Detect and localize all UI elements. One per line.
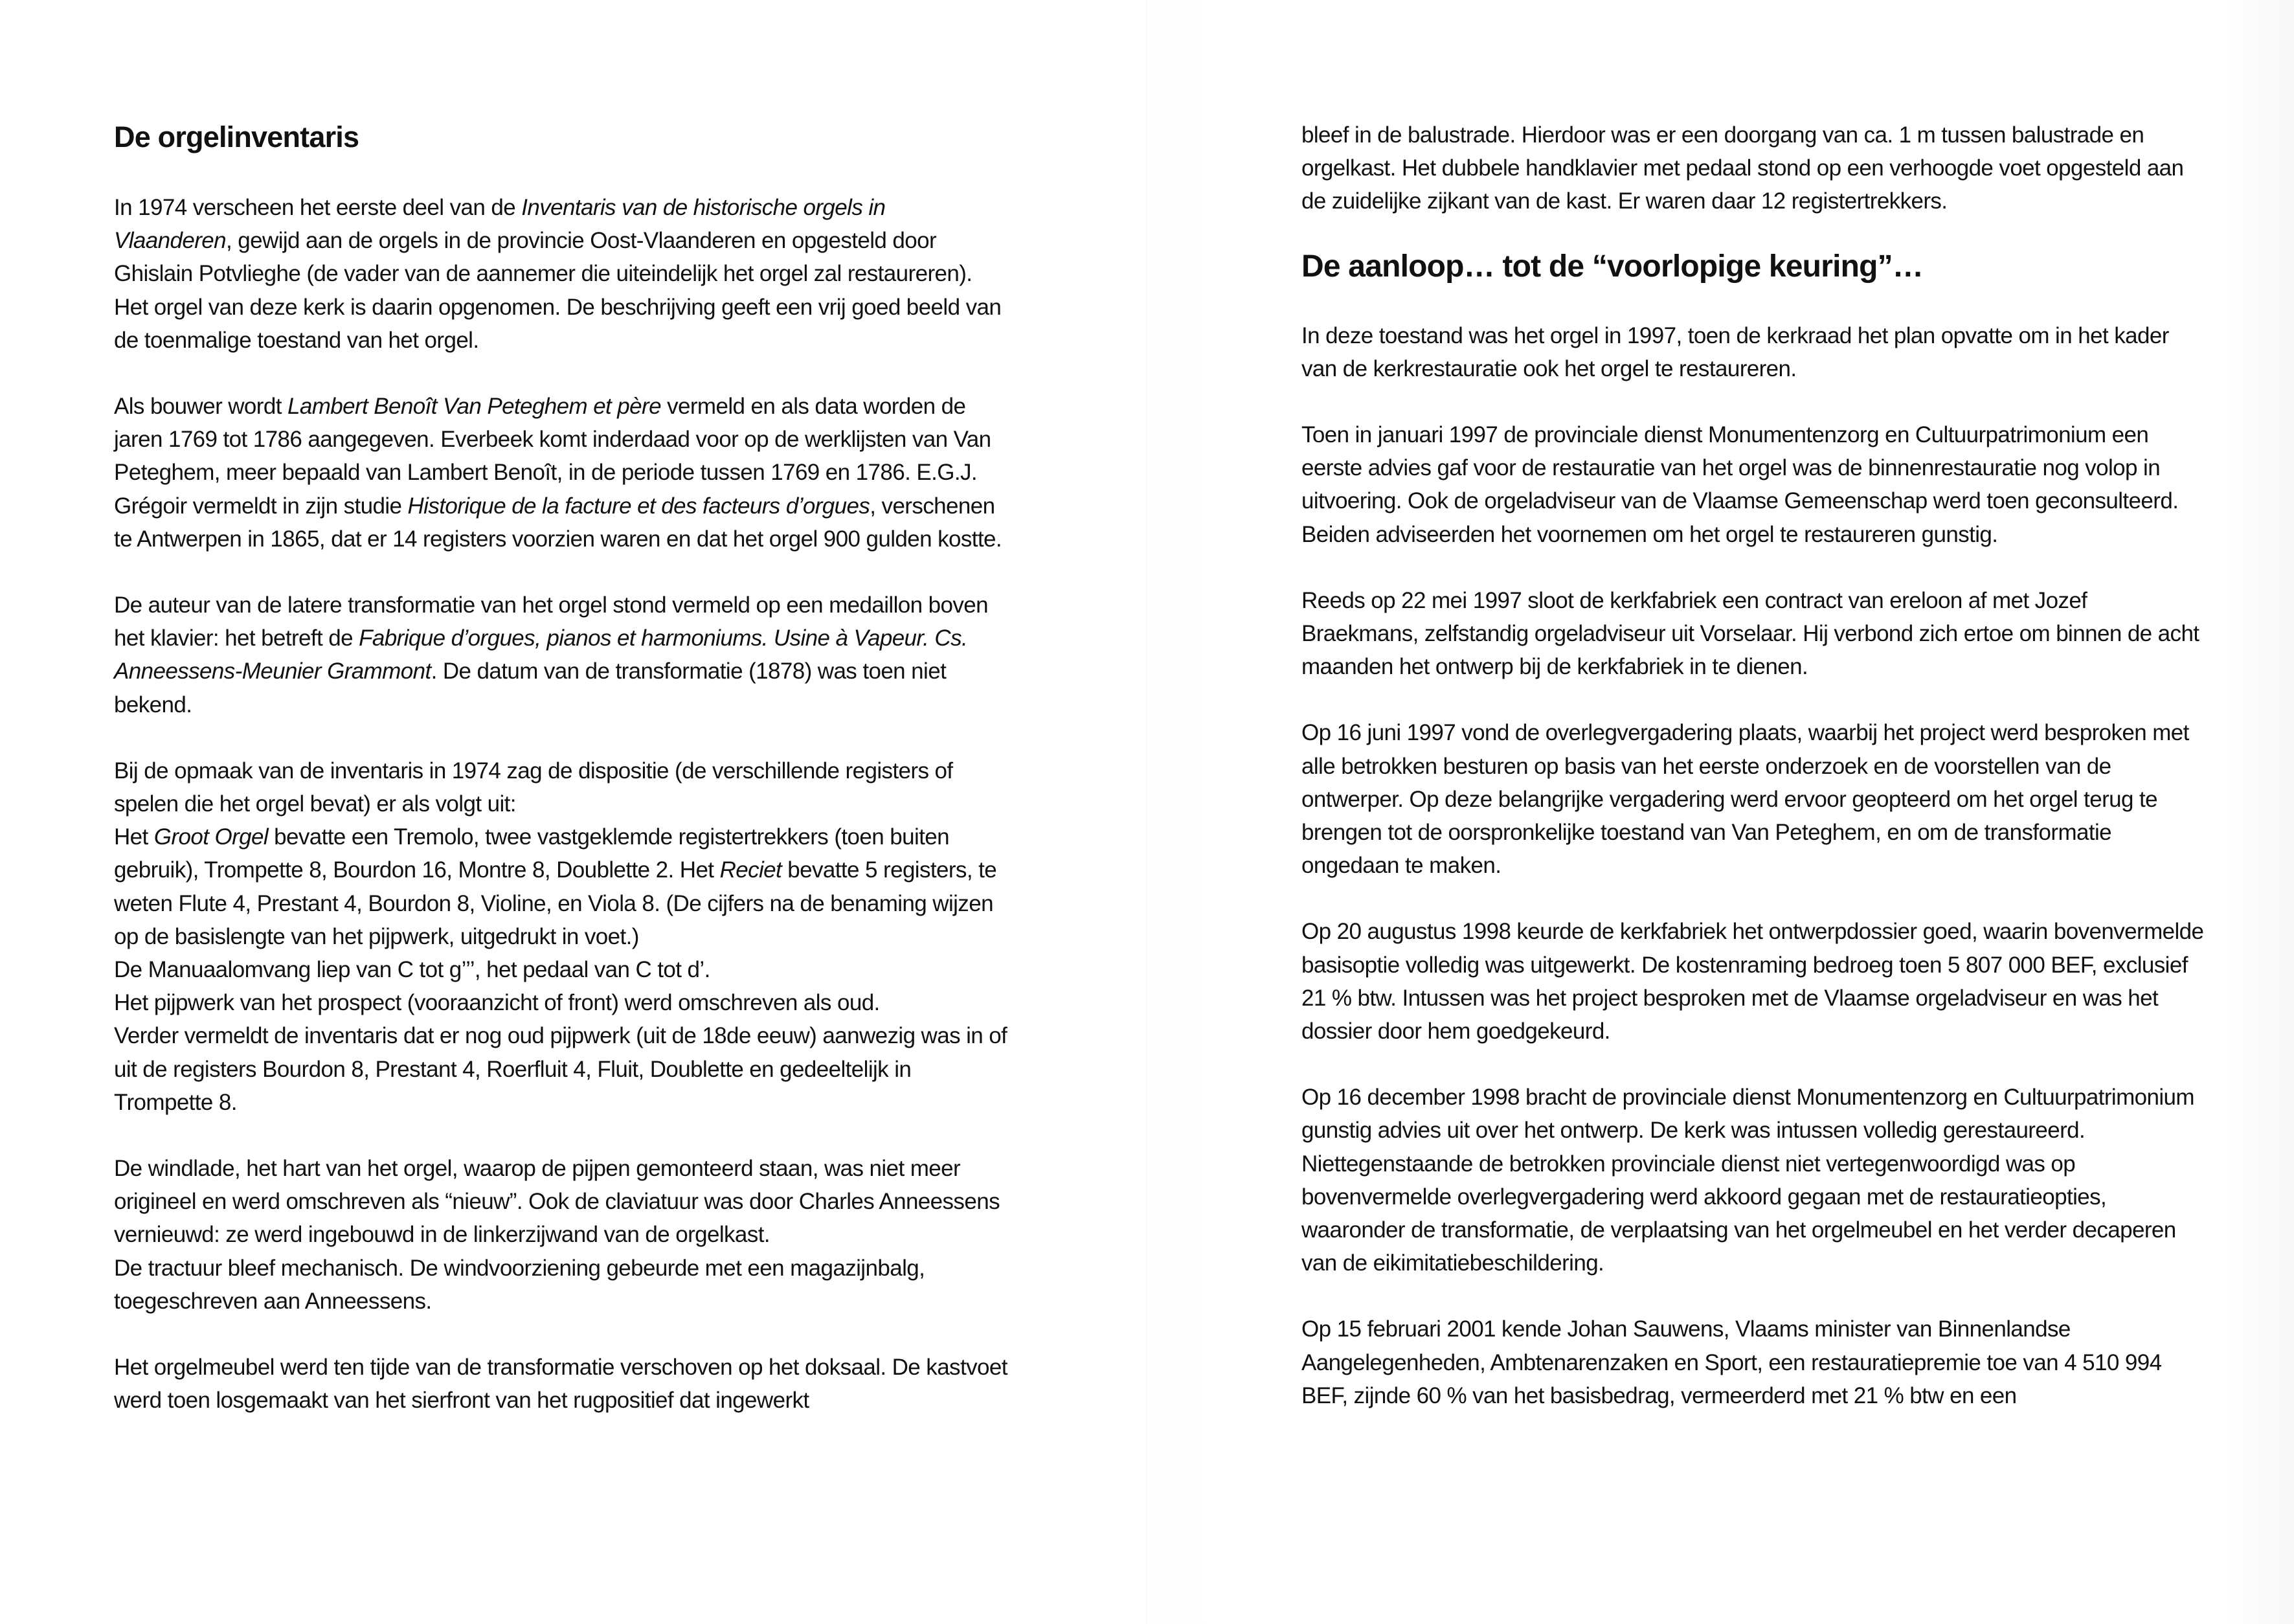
paragraph-bouwer	[114, 390, 1007, 556]
text-run: Het pijpwerk van het prospect (vooraanzicht of front) werd omschreven als oud.	[114, 990, 880, 1016]
text-run: bevatte een Tremolo, twee vastgeklemde registertrekkers (toen buiten gebruik), Trompette 8, Bourdon 16, Montre 8, Doublette 2. Het	[114, 824, 949, 883]
paragraph-inventaris-1974	[114, 191, 1007, 357]
right-text-column	[1301, 118, 2208, 1412]
paragraph-22-mei-1997: Reeds op 22 mei 1997 sloot de kerkfabriek een contract van ereloon af met Jozef Braekmans, zelfstandig orgeladviseur uit Vorselaar. Hij verbond zich ertoe om binnen de acht maanden het ontwerp bij de kerkfabriek in te dienen.	[1301, 587, 2199, 680]
paragraph-20-augustus-1998: Op 20 augustus 1998 keurde de kerkfabriek het ontwerpdossier goed, waarin bovenvermelde basisoptie volledig was uitgewerkt. De kostenraming bedroeg toen 5 807 000 BEF, exclusief 21 % btw. Intussen was het project besproken met de Vlaamse orgeladviseur en was het dossier door hem goedgekeurd.	[1301, 919, 2204, 1044]
text-run: De tractuur bleef mechanisch. De windvoorziening gebeurde met een magazijnbalg, toegeschreven aan Anneessens.	[114, 1255, 925, 1314]
italic-groot-orgel: Groot Orgel	[153, 824, 269, 850]
text-run: Bij de opmaak van de inventaris in 1974 zag de dispositie (de verschillende registers of spelen die het orgel bevat) er als volgt uit:	[114, 758, 953, 817]
text-run: De Manuaalomvang liep van C tot g’’’, het pedaal van C tot d’.	[114, 957, 710, 983]
text-run: Verder vermeldt de inventaris dat er nog oud pijpwerk (uit de 18de eeuw) aanwezig was in of uit de registers Bourdon 8, Prestant 4, Roerfluit 4, Fluit, Doublette en gedeeltelijk in Trompette 8.	[114, 1023, 1007, 1115]
paragraph-transformatie-auteur	[114, 589, 1007, 721]
paragraph-balustrade-continuation: bleef in de balustrade. Hierdoor was er een doorgang van ca. 1 m tussen balustrade en orgelkast. Het dubbele handklavier met pedaal stond op een verhoogde voet opgesteld aan de zuidelijke zijkant van de kast. Er waren daar 12 registertrekkers.	[1301, 122, 2184, 214]
italic-medaillon-text: Fabrique d’orgues, pianos et harmoniums. Usine à Vapeur. Cs. Anneessens-Meunier Grammont	[114, 626, 968, 684]
paragraph-15-februari-2001: Op 15 februari 2001 kende Johan Sauwens, Vlaams minister van Binnenlandse Aangelegenheden, Ambtenarenzaken en Sport, een restauratiepremie toe van 4 510 994 BEF, zijnde 60 % van het basisbedrag, vermeerderd met 21 % btw en een	[1301, 1316, 2162, 1408]
text-run: De auteur van de latere transformatie van het orgel stond vermeld op een medaillon boven het klavier: het betreft de	[114, 592, 988, 651]
italic-reciet: Reciet	[719, 857, 782, 883]
right-page	[1147, 0, 2294, 1624]
text-run: vermeld en als data worden de jaren 1769 tot 1786 aangegeven. Everbeek komt inderdaad voor op de werklijsten van Van Peteghem, meer bepaald van Lambert Benoît, in de periode tussen 1769 en 1786. E.G.J. Grégoir vermeldt in zijn studie	[114, 394, 991, 519]
paragraph-orgelmeubel	[114, 1351, 1007, 1417]
paragraph-dispositie	[114, 754, 1007, 1119]
paragraph-januari-1997: Toen in januari 1997 de provinciale dienst Monumentenzorg en Cultuurpatrimonium een eerste advies gaf voor de restauratie van het orgel was de binnenrestauratie nog volop in uitvoering. Ook de orgeladviseur van de Vlaamse Gemeenschap werd toen geconsulteerd. Beiden adviseerden het voornemen om het orgel te restaureren gunstig.	[1301, 422, 2179, 547]
text-run: , gewijd aan de orgels in de provincie Oost-Vlaanderen en opgesteld door Ghislain Potvlieghe (de vader van de aannemer die uiteindelijk het orgel zal restaureren). Het orgel van deze kerk is daarin opgenomen. De beschrijving geeft een vrij goed beeld van de toenmalige toestand van het orgel.	[114, 228, 1002, 353]
text-run: Het	[114, 824, 154, 850]
paragraph-16-juni-1997: Op 16 juni 1997 vond de overlegvergadering plaats, waarbij het project werd besproken met alle betrokken besturen op basis van het eerste onderzoek en de voorstellen van de ontwerper. Op deze belangrijke vergadering werd ervoor geopteerd om het orgel terug te brengen tot de oorspronkelijke toestand van Van Peteghem, en om de transformatie ongedaan te maken.	[1301, 720, 2189, 879]
text-run: Als bouwer wordt	[114, 394, 287, 420]
text-run: , verschenen te Antwerpen in 1865, dat er 14 registers voorzien waren en dat het orgel 900 gulden kostte.	[114, 493, 1002, 552]
italic-title-historique: Historique de la facture et des facteurs d’orgues	[407, 493, 870, 519]
paragraph-windlade	[114, 1152, 1007, 1318]
text-run: In 1974 verscheen het eerste deel van de	[114, 195, 522, 220]
section-heading-aanloop: De aanloop… tot de “voorlopige keuring”…	[1301, 249, 1924, 284]
text-run: Het orgelmeubel werd ten tijde van de transformatie verschoven op het doksaal. De kastvoet werd toen losgemaakt van het sierfront van het rugpositief dat ingewerkt	[114, 1355, 1007, 1414]
italic-title-inventaris: Inventaris van de historische orgels in Vlaanderen	[114, 195, 886, 254]
paragraph-16-december-1998: Op 16 december 1998 bracht de provinciale dienst Monumentenzorg en Cultuurpatrimonium gunstig advies uit over het ontwerp. De kerk was intussen volledig gerestaureerd. Niettegenstaande de betrokken provinciale dienst niet vertegenwoordigd was op bovenvermelde overlegvergadering werd akkoord gegaan met de restauratieopties, waaronder de transformatie, de verplaatsing van het orgelmeubel en het verder decaperen van de eikimitatiebeschildering.	[1301, 1085, 2194, 1276]
text-run: bevatte 5 registers, te weten Flute 4, Prestant 4, Bourdon 8, Violine, en Viola 8. (De cijfers na de benaming wijzen op de basislengte van het pijpwerk, uitgedrukt in voet.)	[114, 857, 997, 949]
italic-builder-name: Lambert Benoît Van Peteghem et père	[287, 394, 661, 420]
paragraph-toestand-1997: In deze toestand was het orgel in 1997, toen de kerkraad het plan opvatte om in het kader van de kerkrestauratie ook het orgel te restaureren.	[1301, 322, 2169, 381]
text-run: De windlade, het hart van het orgel, waarop de pijpen gemonteerd staan, was niet meer origineel en werd omschreven als “nieuw”. Ook de claviatuur was door Charles Anneessens vernieuwd: ze werd ingebouwd in de linkerzijwand van de orgelkast.	[114, 1156, 1000, 1248]
section-heading-orgelinventaris: De orgelinventaris	[114, 120, 359, 153]
text-run: . De datum van de transformatie (1878) was toen niet bekend.	[114, 659, 947, 717]
left-text-column	[114, 117, 1007, 1417]
